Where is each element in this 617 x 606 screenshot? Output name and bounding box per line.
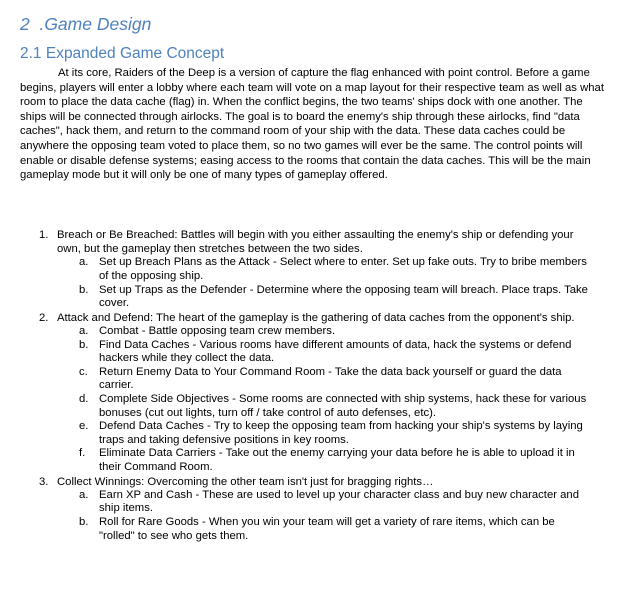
list-number: 1.: [39, 229, 49, 241]
sub-list-text: Complete Side Objectives - Some rooms are connected with ship systems, hack these for various bonuses (cut out lights, turn off / take control of auto defenses, etc).: [99, 392, 587, 419]
sub-list-item: [0, 366, 593, 393]
sub-list-text: Return Enemy Data to Your Command Room - Take the data back yourself or guard the data carrier.: [99, 365, 562, 392]
sub-list-text: Eliminate Data Carriers - Take out the enemy carrying your data before he is able to upload it in their Command Room.: [99, 447, 575, 473]
numbered-list: [0, 228, 617, 543]
sub-list-item: [0, 325, 593, 339]
sub-list-text: Defend Data Caches - Try to keep the opposing team from hacking your ship's systems by laying traps and taking defensive positions in key rooms.: [99, 420, 583, 446]
list-item: [0, 228, 597, 256]
list-number: 3.: [39, 475, 49, 488]
sub-list-item: [0, 489, 593, 516]
section-heading: 2 .Game Design: [20, 14, 152, 34]
sub-list-item: [0, 393, 593, 420]
sub-list-letter: e.: [79, 420, 89, 433]
sub-list-item: [0, 339, 593, 366]
sub-list-letter: b.: [79, 515, 89, 528]
sub-list-letter: a.: [79, 324, 89, 337]
sub-list-text: Combat - Battle opposing team crew members.: [99, 324, 336, 337]
sub-list-letter: b.: [79, 338, 89, 351]
sub-list-letter: f.: [79, 447, 86, 460]
sub-list-text: Set up Traps as the Defender - Determine where the opposing team will breach. Place traps. Take cover.: [99, 283, 588, 310]
sub-list-item: [0, 516, 593, 543]
sub-list-letter: a.: [79, 488, 89, 501]
intro-paragraph: At its core, Raiders of the Deep is a version of capture the flag enhanced with point control. Before a game begins, players will enter a lobby where each team will vote on a map layout for their respective team as well as what room to place the data cache (flag) in. When the conflict begins, the two teams' ships dock with one another. The ships will be connected through airlocks. The goal is to board the enemy's ship through these airlocks, find "data caches", hack them, and return to the command room of your ship with the data. These data caches could be anywhere the opposing team voted to place them, so no two games will ever be the same. The control points will enable or disable defense systems; easing access to the rooms that contain the data caches. This will be the main gameplay mode but it will only be one of many types of gameplay offered.: [20, 67, 604, 182]
sub-list-text: Find Data Caches - Various rooms have different amounts of data, hack the systems or defend hackers while they collect the data.: [99, 338, 572, 365]
list-item-text: Collect Winnings: Overcoming the other team isn't just for bragging rights…: [57, 475, 434, 488]
sub-list-letter: b.: [79, 283, 89, 296]
sub-list-text: Earn XP and Cash - These are used to level up your character class and buy new character and ship items.: [99, 488, 579, 515]
sub-list-item: [0, 256, 593, 283]
sub-list-letter: c.: [79, 365, 88, 378]
sub-list-letter: a.: [79, 256, 89, 269]
list-item: [0, 311, 597, 325]
sub-list-letter: d.: [79, 392, 89, 405]
list-item: [0, 475, 597, 489]
sub-list-item: [0, 284, 593, 311]
sub-list-item: [0, 447, 593, 474]
list-item-text: Attack and Defend: The heart of the gameplay is the gathering of data caches from the opponent's ship.: [57, 311, 575, 324]
list-number: 2.: [39, 311, 49, 324]
sub-list-text: Set up Breach Plans as the Attack - Select where to enter. Set up fake outs. Try to bribe members of the opposing ship.: [99, 256, 587, 282]
subsection-heading: 2.1 Expanded Game Concept: [20, 45, 225, 62]
sub-list-item: [0, 420, 593, 447]
list-item-text: Breach or Be Breached: Battles will begin with you either assaulting the enemy's ship or defending your own, but the gameplay then stretches between the two sides.: [57, 229, 574, 256]
sub-list-text: Roll for Rare Goods - When you win your team will get a variety of rare items, which can be "rolled" to see who gets them.: [99, 515, 555, 542]
